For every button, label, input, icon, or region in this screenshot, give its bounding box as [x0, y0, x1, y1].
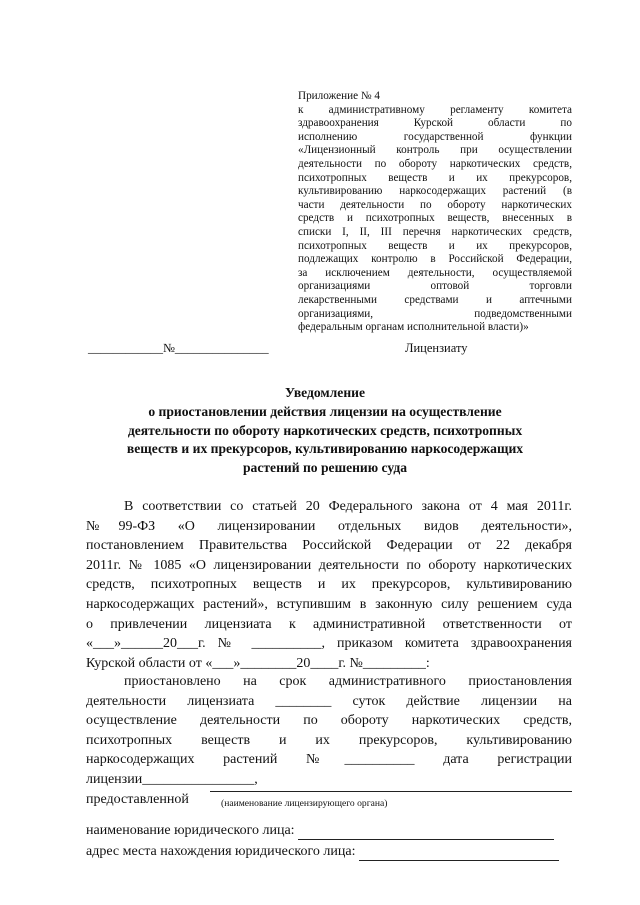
annex-line: к административному регламенту комитета — [298, 103, 572, 116]
annex-line: «Лицензионный контроль при осуществлении — [298, 144, 572, 157]
annex-line: психотропных веществ и их прекурсоров, — [298, 171, 572, 184]
paragraph-line: осуществление деятельности по обороту наркотических средств, — [86, 713, 572, 729]
legal-name-field[interactable] — [298, 823, 554, 840]
paragraph-line: постановлением Правительства Российской Федерации от 22 декабря — [86, 538, 572, 554]
annex-line: за исключением деятельности, осуществляемой — [298, 266, 572, 279]
annex-line: культивированию наркосодержащих растений (в — [298, 185, 572, 198]
annex-block — [298, 90, 572, 335]
paragraph-line: средств, психотропных веществ и их прекурсоров, культивированию — [86, 577, 572, 593]
licensing-authority-field[interactable] — [210, 791, 572, 792]
paragraph-line: наркосодержащих растений», вступившим в законную силу решением суда — [86, 596, 572, 612]
paragraph-legal-basis — [86, 497, 572, 673]
annex-line: психотропных веществ и их прекурсоров, — [298, 239, 572, 252]
notice-title-line: веществ и их прекурсоров, культивированию наркосодержащих — [126, 441, 524, 457]
paragraph-line: 2011г. № 1085 «О лицензировании деятельности по обороту наркотических — [86, 557, 572, 573]
notice-title — [60, 384, 590, 478]
paragraph-line: Курской области от «___»________20____г. №_________: — [86, 655, 430, 671]
annex-line: лекарственными средствами и аптечными — [298, 293, 572, 306]
paragraph-line: В соответствии со статьей 20 Федерального закона от 4 мая 2011г. — [124, 499, 572, 514]
paragraph-line: деятельности лицензиата ________ суток действие лицензии на — [86, 693, 572, 709]
paragraph-line: №99-ФЗ «О лицензировании отдельных видов деятельности», — [86, 518, 572, 534]
paragraph-line: психотропных веществ и их прекурсоров, культивированию — [86, 732, 572, 748]
paragraph-line: приостановлено на срок административного приостановления — [124, 674, 572, 689]
outgoing-number-line: ____________№_______________ — [88, 341, 269, 355]
annex-title: Приложение № 4 — [298, 90, 380, 102]
notice-title-line: деятельности по обороту наркотических средств, психотропных — [127, 422, 523, 438]
annex-line: организациями, подведомственными — [298, 307, 572, 320]
notice-title-line: Уведомление — [284, 385, 366, 400]
address-label: адрес места нахождения юридического лица: — [86, 844, 356, 859]
paragraph-line: наркосодержащих растений №__________ дата регистрации — [86, 752, 572, 768]
notice-title-line: о приостановлении действия лицензии на осуществление — [148, 403, 502, 419]
annex-line: части деятельности по обороту наркотических — [298, 198, 572, 211]
annex-line: списки I, II, III перечня наркотических средств, — [298, 225, 572, 238]
provided-label: предоставленной — [86, 791, 189, 807]
paragraph-suspension — [86, 672, 572, 809]
paragraph-line: «___»______20___г. № __________, приказом комитета здравоохранения — [86, 636, 572, 652]
annex-line: средств и психотропных веществ, внесенных в — [298, 212, 572, 225]
notice-title-line: растений по решению суда — [242, 460, 408, 476]
annex-line: исполнению государственной функции — [298, 130, 572, 143]
address-field[interactable] — [359, 844, 559, 861]
annex-line: организациями оптовой торговли — [298, 280, 572, 293]
annex-line: федеральным органам исполнительной власти)» — [298, 321, 529, 334]
licensing-authority-caption: (наименование лицензирующего органа) — [221, 798, 388, 809]
legal-name-row — [86, 823, 554, 840]
annex-line: подлежащих контролю в Российской Федерации, — [298, 253, 572, 266]
annex-line: здравоохранения Курской области по — [298, 117, 572, 130]
paragraph-line: о привлечении лицензиата к административной ответственности от — [86, 616, 572, 632]
legal-name-label: наименование юридического лица: — [86, 823, 295, 838]
annex-line: деятельности по обороту наркотических средств, — [298, 157, 572, 170]
addressee-licensee: Лицензиату — [405, 341, 468, 355]
address-row — [86, 844, 559, 861]
license-line: лицензии________________, — [86, 771, 258, 787]
